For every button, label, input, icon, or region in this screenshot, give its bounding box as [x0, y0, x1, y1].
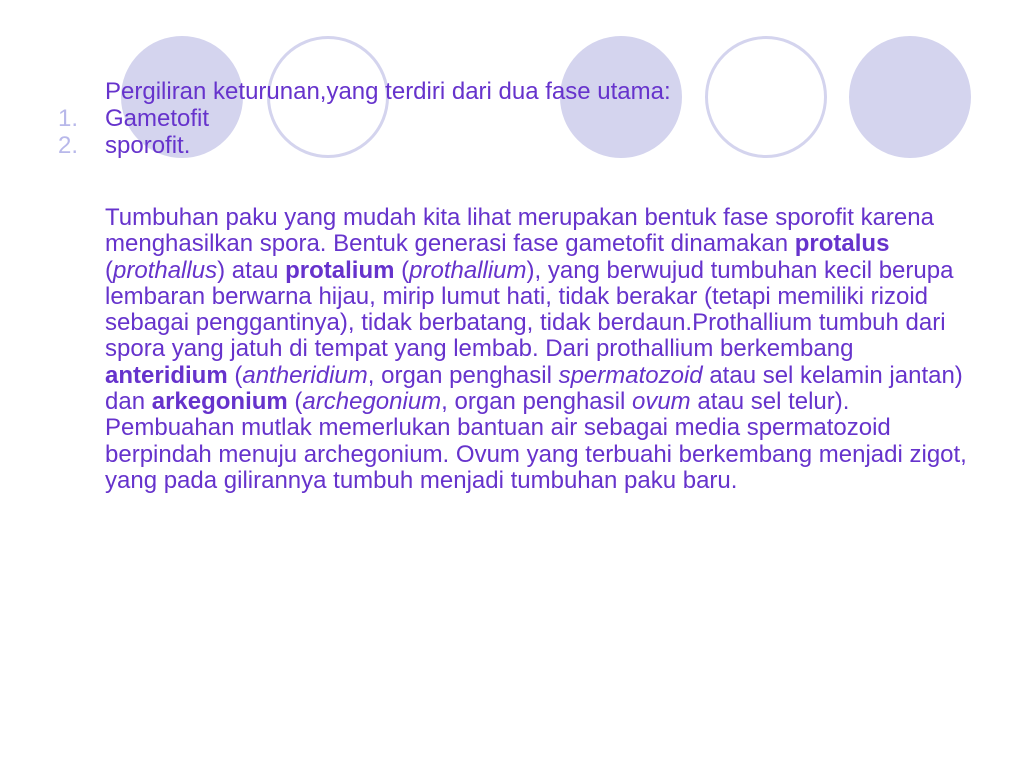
term-archegonium: archegonium [302, 388, 442, 416]
list-item-sporofit [0, 132, 1024, 159]
term-spermatozoid: spermatozoid [558, 361, 703, 389]
term-anteridium: anteridium [105, 361, 228, 389]
list-item-label: sporofit. [105, 132, 191, 159]
term-ovum: ovum [631, 388, 691, 416]
intro-text: Pergiliran keturunan,yang terdiri dari dua fase utama: [105, 78, 671, 105]
list-number: 2. [58, 132, 79, 159]
list-item-label: Gametofit [105, 105, 210, 132]
list-number: 1. [58, 105, 79, 132]
term-prothallus: prothallus [113, 256, 218, 284]
term-antheridium: antheridium [242, 361, 368, 389]
term-prothallium: prothallium [409, 256, 527, 284]
body-paragraph: Tumbuhan paku yang mudah kita lihat merupakan bentuk fase sporofit karena menghasilkan spora. Bentuk generasi fase gametofit dinamakan protalus (prothallus) atau protalium (prothallium), yang berwujud tumbuhan kecil berupa lembaran berwarna hijau, mirip lumut hati, tidak berakar (tetapi memiliki rizoid sebagai penggantinya), tidak berbatang, tidak berdaun.Prothallium tumbuh dari spora yang jatuh di tempat yang lembab. Dari prothallium berkembang anteridium (antheridium, organ penghasil spermatozoid atau sel kelamin jantan) dan arkegonium (archegonium, organ penghasil ovum atau sel telur). Pembuahan mutlak memerlukan bantuan air sebagai media spermatozoid berpindah menuju archegonium. Ovum yang terbuahi berkembang menjadi zigot, yang pada gilirannya tumbuh menjadi tumbuhan paku baru. [105, 204, 967, 494]
spacer [0, 159, 1024, 205]
term-protalium: protalium [285, 256, 395, 284]
slide-content [0, 78, 1024, 494]
term-arkegonium: arkegonium [151, 388, 288, 416]
term-protalus: protalus [794, 230, 890, 258]
list-item-gametofit [0, 105, 1024, 132]
